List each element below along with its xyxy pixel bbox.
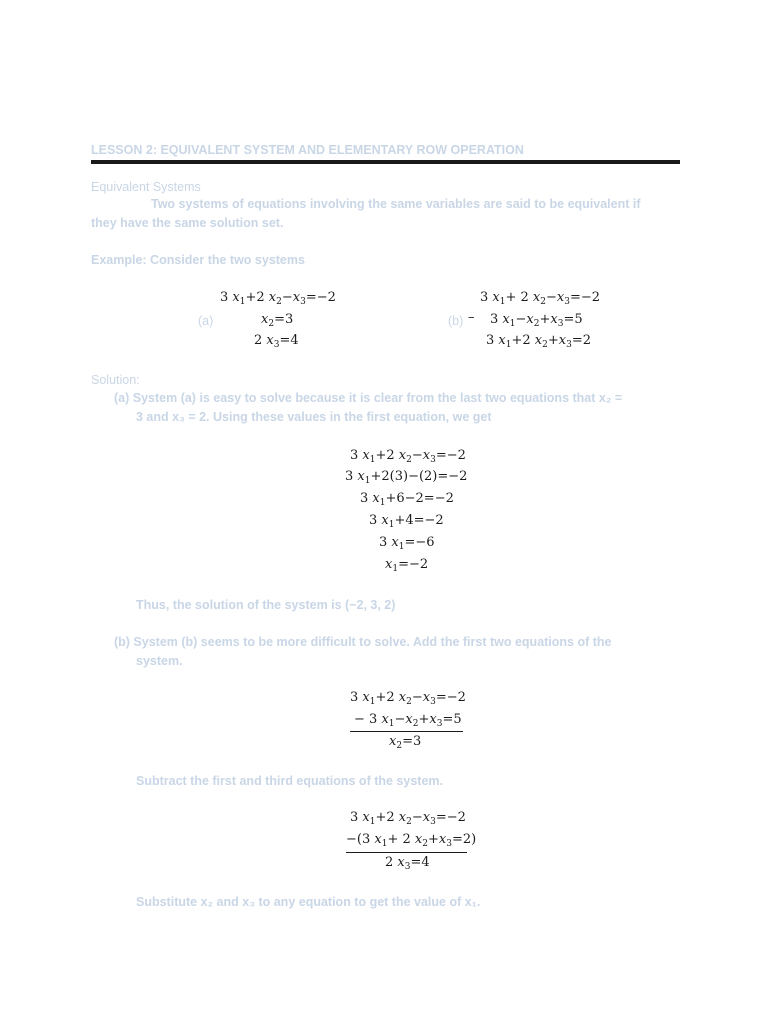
system-b-minus: – [468, 310, 475, 325]
system-a-eq3: 2 $x_3=4$ [254, 333, 299, 350]
system-b-label: (b) [448, 314, 464, 328]
system-b-eq1: 3 $x_1+ 2$ $x_2-x_3=-2$ [480, 290, 601, 307]
example-label: Example: Consider the two systems [91, 253, 305, 267]
definition-line-1: Two systems of equations involving the same variables are said to be equivalent if [151, 197, 641, 211]
addition-eq2: − 3 $x_1-x_2+x_3=5$ [354, 712, 462, 729]
system-b-eq2: 3 $x_1-x_2+x_3=5$ [490, 312, 583, 329]
addition-rule [350, 731, 463, 732]
subtraction-eq2: −(3 $x_1+ 2$ $x_2+x_3=2$) [346, 832, 477, 849]
derivation-a-step4: 3 $x_1+4=-2$ [369, 513, 444, 530]
derivation-a-step3: 3 $x_1+6-2=-2$ [360, 491, 454, 508]
part-a-line-2: 3 and x₃ = 2. Using these values in the first equation, we get [136, 410, 492, 424]
addition-eq1: 3 $x_1+2$ $x_2-x_3=-2$ [350, 690, 466, 707]
system-b-eq3: 3 $x_1+2$ $x_2+x_3=2$ [486, 333, 592, 350]
substitute-instruction: Substitute x₂ and x₃ to any equation to get the value of x₁. [136, 895, 481, 909]
title-underline [91, 160, 680, 164]
derivation-a-step1: 3 $x_1+2$ $x_2-x_3=-2$ [350, 448, 466, 465]
part-a-conclusion: Thus, the solution of the system is (−2, 3, 2) [136, 598, 396, 612]
derivation-a-step6: $x_1=-2$ [385, 557, 429, 574]
subtraction-rule [346, 852, 467, 853]
section-heading: Equivalent Systems [91, 180, 201, 194]
subtraction-eq1: 3 $x_1+2$ $x_2-x_3=-2$ [350, 810, 466, 827]
derivation-a-step5: 3 $x_1=-6$ [379, 535, 435, 552]
part-a-line-1: (a) System (a) is easy to solve because it is clear from the last two equations that x₂ = [114, 391, 623, 405]
system-a-label: (a) [198, 314, 214, 328]
lesson-title: LESSON 2: EQUIVALENT SYSTEM AND ELEMENTARY ROW OPERATION [91, 143, 524, 157]
solution-label: Solution: [91, 373, 140, 387]
subtraction-result: 2 $x_3=4$ [385, 855, 430, 872]
subtract-instruction: Subtract the first and third equations of the system. [136, 774, 443, 788]
system-a-eq1: 3 $x_1+2$ $x_2-x_3=-2$ [220, 290, 336, 307]
part-b-line-2: system. [136, 654, 183, 668]
derivation-a-step2: 3 $x_1+2(3)-(2)=-2$ [345, 469, 468, 486]
addition-result: $x_2=3$ [389, 734, 422, 751]
system-a-eq2: $x_2=3$ [261, 312, 294, 329]
definition-line-2: they have the same solution set. [91, 216, 284, 230]
part-b-line-1: (b) System (b) seems to be more difficult to solve. Add the first two equations of the [114, 635, 612, 649]
